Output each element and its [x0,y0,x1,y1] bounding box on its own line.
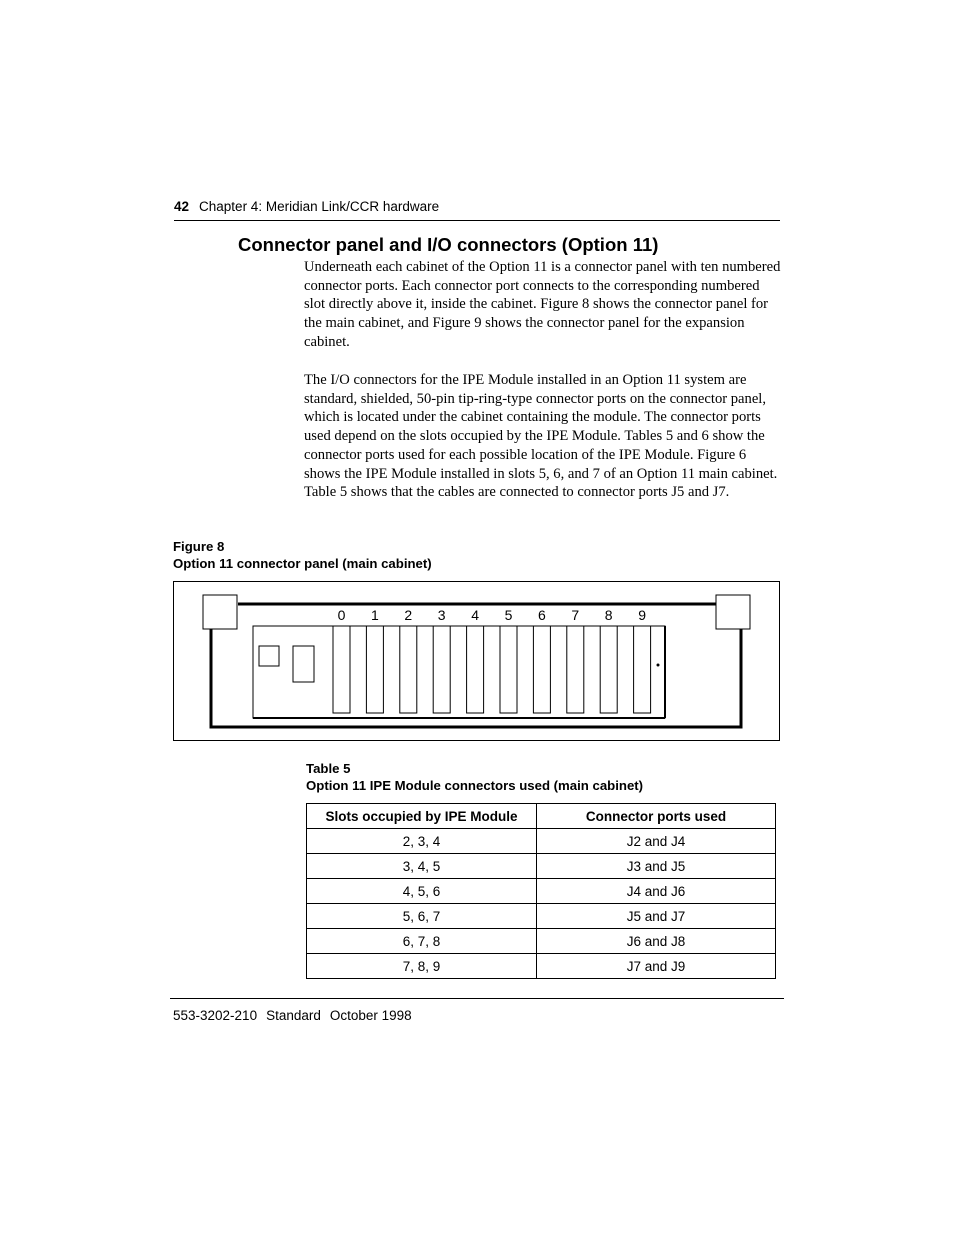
table-label: Table 5 [306,761,351,776]
connector-port-9 [634,626,651,713]
table-row [307,929,776,954]
slot-label-7: 7 [571,607,580,623]
connector-port-7 [567,626,584,713]
connector-port-3 [433,626,450,713]
connector-port-0 [333,626,350,713]
connector-port-2 [400,626,417,713]
column-header-slots: Slots occupied by IPE Module [307,804,537,829]
page-number: 42 [174,199,190,214]
cell-slots: 6, 7, 8 [307,929,537,954]
running-header [174,199,439,214]
table-row [307,854,776,879]
cell-slots: 3, 4, 5 [307,854,537,879]
slot-label-8: 8 [604,607,613,623]
connector-port-1 [366,626,383,713]
connector-ports [333,626,651,713]
slot-label-0: 0 [337,607,346,623]
cell-ports: J3 and J5 [537,854,776,879]
section-heading: Connector panel and I/O connectors (Option 11) [238,234,659,255]
left-mount-block [203,595,237,629]
slot-label-6: 6 [538,607,546,623]
table-title: Option 11 IPE Module connectors used (main cabinet) [306,778,644,793]
right-mount-block [716,595,750,629]
connector-panel-diagram [174,582,778,738]
document-number: 553-3202-210 [173,1008,258,1023]
cell-slots: 7, 8, 9 [307,954,537,979]
cell-slots: 4, 5, 6 [307,879,537,904]
publication-date: October 1998 [329,1008,412,1023]
figure-label: Figure 8 [173,539,225,554]
cell-ports: J2 and J4 [537,829,776,854]
table-row [307,904,776,929]
cell-slots: 2, 3, 4 [307,829,537,854]
table-row [307,954,776,979]
body-paragraph-2: The I/O connectors for the IPE Module installed in an Option 11 system are standard, shielded, 50-pin tip-ring-type connector ports on the connector panel, which is located under the cabinet containing the module. The connector ports used depend on the slots occupied by the IPE Module. Tables 5 and 6 show the connector ports used for each possible location of the IPE Module. Figure 6 shows the IPE Module installed in slots 5, 6, and 7 of an Option 11 main cabinet. Table 5 shows that the cables are connected to connector ports J5 and J7. [304,372,778,501]
footer-rule [170,998,784,999]
cell-ports: J5 and J7 [537,904,776,929]
figure-title: Option 11 connector panel (main cabinet) [173,556,432,571]
header-rule [174,220,780,221]
slot-label-1: 1 [371,607,379,623]
slot-label-4: 4 [471,607,479,623]
column-header-ports: Connector ports used [537,804,776,829]
cell-ports: J7 and J9 [537,954,776,979]
body-paragraph-1: Underneath each cabinet of the Option 11 is a connector panel with ten numbered connector ports. Each connector port connects to the corresponding numbered slot directly above it, inside the cabinet. Figure 8 shows the connector panel for the main cabinet, and Figure 9 shows the connector panel for the expansion cabinet. [304,259,781,350]
table-header-row [307,804,776,829]
table-row [307,829,776,854]
connector-port-6 [533,626,550,713]
slot-label-9: 9 [638,607,646,623]
table-row [307,879,776,904]
connector-port-8 [600,626,617,713]
cell-slots: 5, 6, 7 [307,904,537,929]
slot-label-5: 5 [504,607,513,623]
connector-port-4 [467,626,484,713]
slot-label-2: 2 [404,607,413,623]
footer [173,1008,421,1023]
slot-labels [338,607,647,623]
connector-ports-table [306,803,776,979]
chapter-title: Chapter 4: Meridian Link/CCR hardware [199,199,440,214]
cell-ports: J4 and J6 [537,879,776,904]
document-status: Standard [266,1008,321,1023]
cell-ports: J6 and J8 [537,929,776,954]
figure-caption [173,538,432,572]
panel-component-rect [293,646,314,682]
panel-dot [657,664,660,667]
slot-label-3: 3 [437,607,446,623]
connector-port-5 [500,626,517,713]
panel-component-square [259,646,279,666]
table-caption [306,760,643,794]
